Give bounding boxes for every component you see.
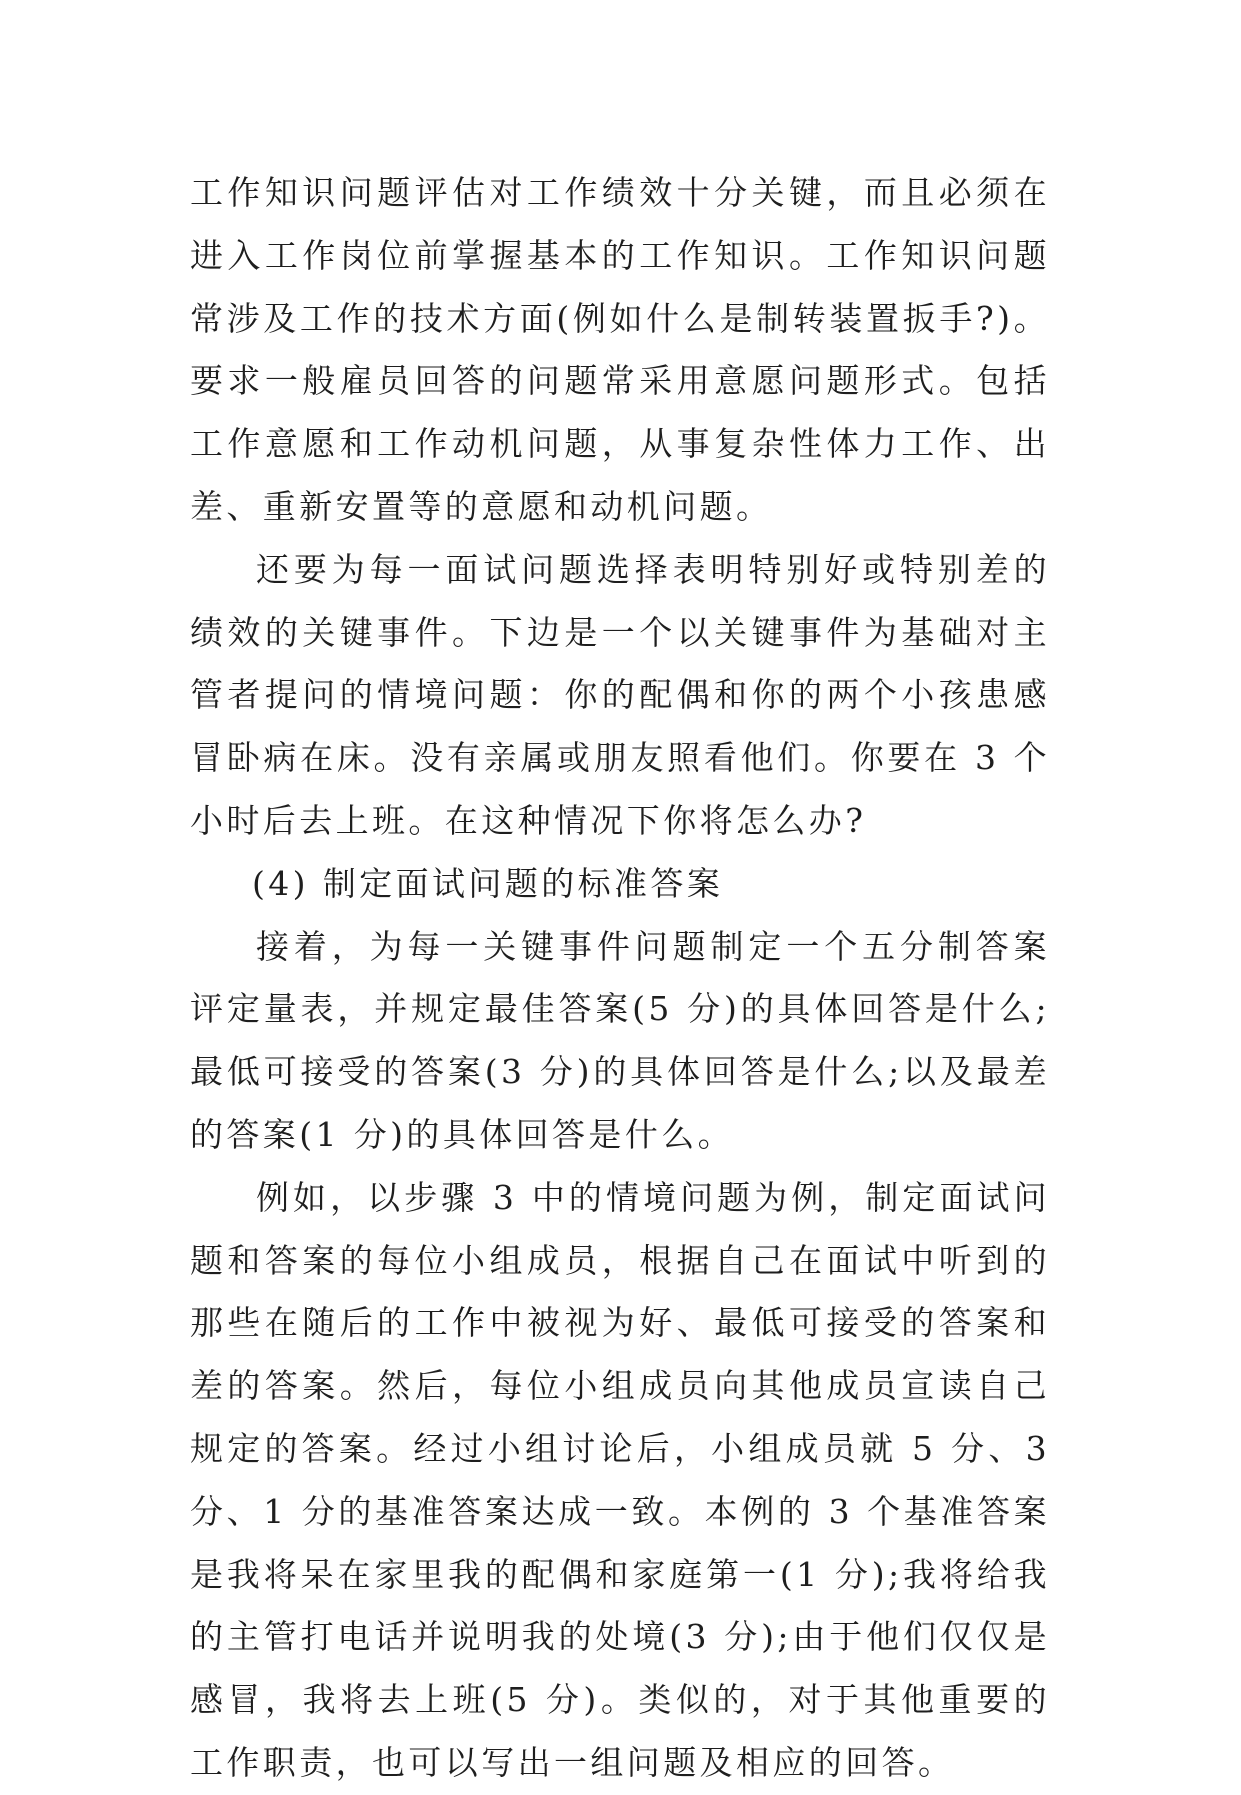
paragraph-rating-scale: 接着，为每一关键事件问题制定一个五分制答案评定量表，并规定最佳答案(5 分)的具体回答是什么;最低可接受的答案(3 分)的具体回答是什么;以及最差的答案(1 分)的具体回答是什么。 bbox=[190, 926, 1050, 1154]
paragraph-job-knowledge: 工作知识问题评估对工作绩效十分关键，而且必须在进入工作岗位前掌握基本的工作知识。工作知识问题常涉及工作的技术方面(例如什么是制转装置扳手?)。要求一般雇员回答的问题常采用意愿问题形式。包括工作意愿和工作动机问题，从事复杂性体力工作、出差、重新安置等的意愿和动机问题。 bbox=[190, 173, 1050, 526]
paragraph-example: 例如，以步骤 3 中的情境问题为例，制定面试问题和答案的每位小组成员，根据自己在面试中听到的那些在随后的工作中被视为好、最低可接受的答案和差的答案。然后，每位小组成员向其他成员宣读自己规定的答案。经过小组讨论后，小组成员就 5 分、3 分、1 分的基准答案达成一致。本例的 3 个基准答案是我将呆在家里我的配偶和家庭第一(1 分);我将给我的主管打电话并说明我的处境(3 分);由于他们仅仅是感冒，我将去上班(5 分)。类似的，对于其他重要的工作职责，也可以写出一组问题及相应的回答。 bbox=[190, 1177, 1050, 1782]
paragraph-critical-incidents: 还要为每一面试问题选择表明特别好或特别差的绩效的关键事件。下边是一个以关键事件为基础对主管者提问的情境问题：你的配偶和你的两个小孩患感冒卧病在床。没有亲属或朋友照看他们。你要在 3 个小时后去上班。在这种情况下你将怎么办? bbox=[190, 549, 1050, 840]
section-heading-standard-answers: (4) 制定面试问题的标准答案 bbox=[252, 863, 724, 903]
document-body bbox=[190, 162, 1050, 1795]
